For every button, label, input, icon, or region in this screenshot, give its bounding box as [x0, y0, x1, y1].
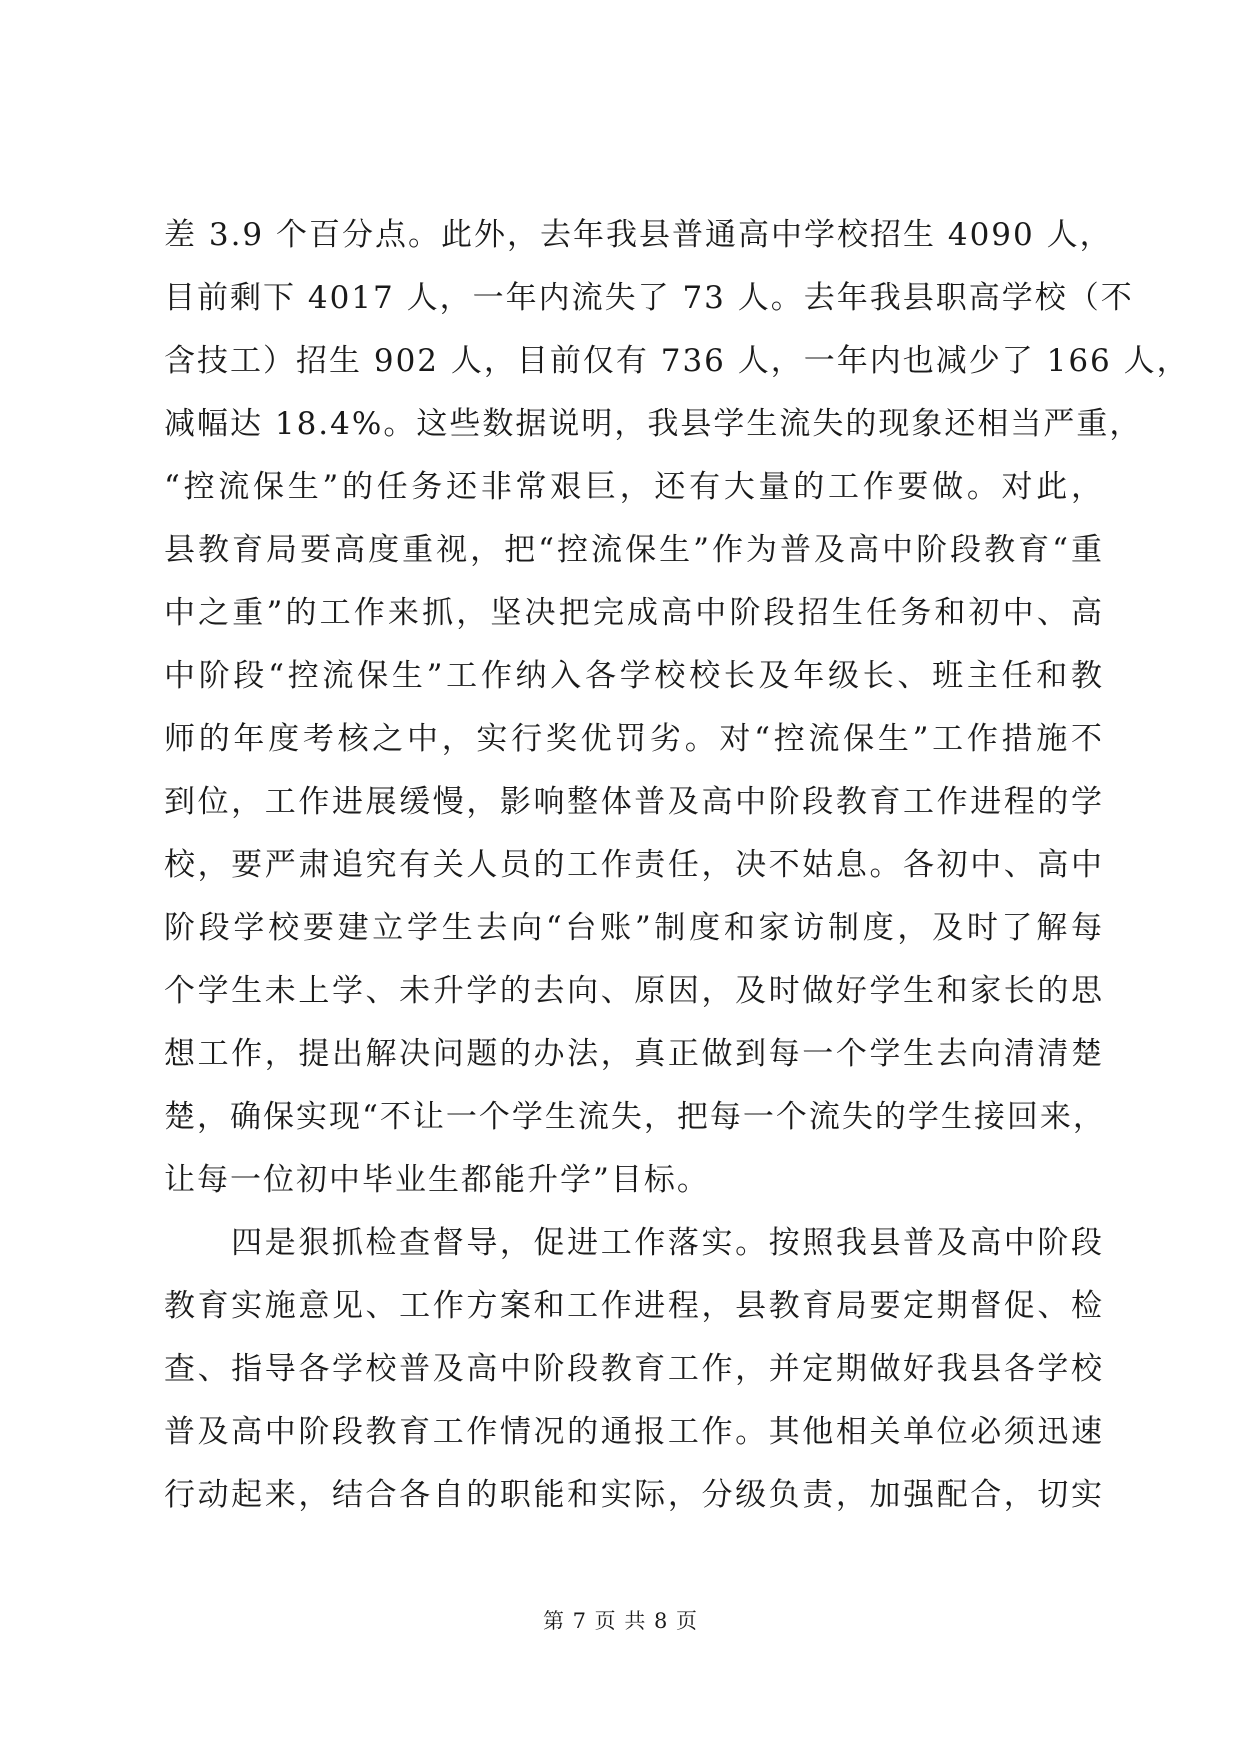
text-line: 查、指导各学校普及高中阶段教育工作，并定期做好我县各学校	[164, 1351, 1104, 1387]
text-line: “控流保生”的任务还非常艰巨，还有大量的工作要做。对此，	[164, 469, 1104, 505]
text-line: 中之重”的工作来抓，坚决把完成高中阶段招生任务和初中、高	[164, 595, 1104, 631]
text-line: 目前剩下 4017 人，一年内流失了 73 人。去年我县职高学校（不	[164, 280, 1134, 316]
text-line: 减幅达 18.4%。这些数据说明，我县学生流失的现象还相当严重，	[164, 406, 1143, 442]
text-line: 校，要严肃追究有关人员的工作责任，决不姑息。各初中、高中	[164, 847, 1104, 883]
body-text	[164, 204, 1190, 1527]
text-line: 个学生未上学、未升学的去向、原因，及时做好学生和家长的思	[164, 973, 1104, 1009]
text-line: 中阶段“控流保生”工作纳入各学校校长及年级长、班主任和教	[164, 658, 1104, 694]
text-line: 含技工）招生 902 人，目前仅有 736 人，一年内也减少了 166 人，	[164, 343, 1190, 379]
text-line: 楚，确保实现“不让一个学生流失，把每一个流失的学生接回来，	[164, 1099, 1106, 1135]
page-footer	[0, 1606, 1241, 1636]
text-line: 四是狠抓检查督导，促进工作落实。按照我县普及高中阶段	[164, 1225, 1104, 1261]
text-line: 差 3.9 个百分点。此外，去年我县普通高中学校招生 4090 人，	[164, 217, 1113, 253]
text-line: 让每一位初中毕业生都能升学”目标。	[164, 1162, 710, 1198]
text-line: 想工作，提出解决问题的办法，真正做到每一个学生去向清清楚	[164, 1036, 1104, 1072]
text-line: 到位，工作进展缓慢，影响整体普及高中阶段教育工作进程的学	[164, 784, 1104, 820]
text-line: 师的年度考核之中，实行奖优罚劣。对“控流保生”工作措施不	[164, 721, 1104, 757]
text-line: 行动起来，结合各自的职能和实际，分级负责，加强配合，切实	[164, 1477, 1104, 1513]
text-line: 县教育局要高度重视，把“控流保生”作为普及高中阶段教育“重	[164, 532, 1104, 568]
page-number: 第 7 页 共 8 页	[542, 1609, 699, 1633]
text-line: 普及高中阶段教育工作情况的通报工作。其他相关单位必须迅速	[164, 1414, 1104, 1450]
text-line: 阶段学校要建立学生去向“台账”制度和家访制度，及时了解每	[164, 910, 1104, 946]
text-line: 教育实施意见、工作方案和工作进程，县教育局要定期督促、检	[164, 1288, 1104, 1324]
